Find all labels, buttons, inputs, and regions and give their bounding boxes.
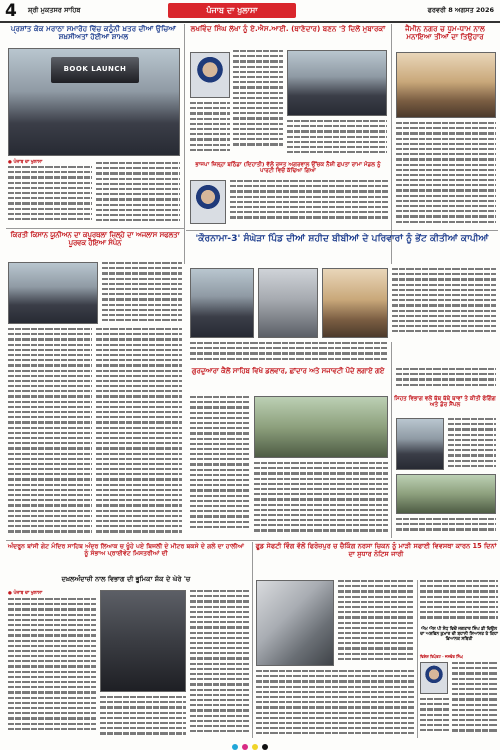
article-body-2c: [190, 102, 230, 158]
article-body-10b: [256, 670, 414, 738]
article-body-11c: [420, 698, 450, 738]
byline-9: ● ਪੰਜਾਬ ਦਾ ਖੁਲਾਸਾ: [8, 591, 43, 596]
photo-fogging-1: [396, 418, 444, 470]
article-body-9b: [100, 696, 186, 738]
article-body-10a: [338, 580, 414, 666]
book-launch-sign-text: BOOK LAUNCH: [63, 65, 127, 73]
headline-meter-boxes: ਅੰਦਰੂਨ ਬਾਂਸੀ ਗੇਟ ਮੰਦਿਰ ਸਾਹਿਬ ਅੰਦਰ ਲਿਆਕ ਚ ਖੂੰਹੇ ਪਏ ਬਿਜਲੀ ਦੇ ਮੀਟਰ ਬਕਸੇ ਦੇ ਗਲੇ ਦਾ ਹਾਲੀਆਂ ਨੂੰ ਸੰਭਾਅ ਪ੍ਰਾਈਵੇਟ ਮਿਸਤਰੀਆਂ ਦੀ: [7, 543, 245, 558]
article-body-4c: [96, 328, 182, 536]
color-dot-yellow: [252, 744, 258, 750]
photo-kisan-union: [8, 262, 98, 324]
photo-meter-wires: [100, 590, 186, 692]
headline-asi-lakha: ਲਖਵਿੰਦ ਸਿੰਘ ਲੱਖਾ ਨੂੰ ਏ.ਐਸ.ਆਈ. (ਥਾਣੇਦਾਰ) ਬਣਨ 'ਤੇ ਦਿਲੋਂ ਮੁਬਾਰਕਾਂ: [190, 24, 386, 33]
photo-bjp-leader: [190, 180, 226, 224]
article-body-6b: [190, 342, 388, 364]
headline-bjp-bathinda: ਭਾਜਪਾ ਜ਼ਿਲ੍ਹਾ ਬਠਿੰਡਾ (ਦਿਹਾਤੀ) ਵੱਲੋਂ ਰਜਤ ਅਗਰਵਾਲ ਉੱਚਕ ਨੈਸ਼ੀ ਗੁਪਤਾ ਰਾਮਾ ਮੰਡਲ ਨੂੰ ਪਾਰਟੀ ਵਿਚੋਂ ਕੱਢਿਆ ਗਿਆ: [195, 162, 381, 175]
divider-row-3: [6, 540, 498, 541]
divider-row-1: [6, 228, 184, 229]
divider-col-1: [184, 24, 185, 264]
photo-gurdwara-plants: [254, 396, 388, 458]
article-body-11a: [420, 580, 498, 624]
article-body-7b: [254, 462, 388, 536]
article-body-7a: [190, 396, 250, 536]
subheadline-meter-boxes: ਦਖ਼ਲਅੰਦਾਜ਼ੀ ਨਾਲ ਵਿਭਾਗ ਦੀ ਭੂਮਿਕਾ ਸ਼ੱਕ ਦੇ ਘੇਰੇ 'ਚ: [61, 575, 191, 583]
article-body-8b: [448, 418, 496, 470]
article-body-3: [396, 122, 496, 226]
headline-gurdwara-plants: ਗੁਰਦੁਆਰਾ ਕੈਲੋਂ ਸਾਹਿਬ ਵਿਖੇ ਡਲਵਾਰ, ਛਾਂਦਾਰ ਅਤੇ ਸਜਾਵਟੀ ਪੌਦੇ ਲਗਾਏ ਗਏ: [191, 367, 385, 375]
photo-food-safety: [256, 580, 334, 666]
divider-col-3: [391, 342, 392, 538]
color-dot-magenta: [242, 744, 248, 750]
divider-row-2: [186, 230, 498, 231]
article-body-2a: [233, 50, 283, 150]
article-body-9c: [190, 590, 250, 738]
photo-kaurnama-3: [322, 268, 388, 338]
photo-fogging-2: [396, 474, 496, 514]
byline-1: ● ਪੰਜਾਬ ਦਾ ਖੁਲਾਸਾ: [8, 160, 43, 165]
photo-kaurnama-1: [190, 268, 254, 338]
headline-food-safety: ਫੂਡ ਸੇਫਟੀ ਵਿੰਗ ਵੱਲੋਂ ਫਿਰੋਜ਼ਪੁਰ ਚ ਚੈਕਿੰਗ ਨਰਸਾ ਚਿਕਨ ਨੂੰ ਮਾੜੀ ਸਫਾਈ ਵਿਵਸਥਾ ਕਾਰਨ 15 ਦਿਨਾਂ ਦਾ ਸੁਧਾਰ ਨੋਟਿਸ ਜਾਰੀ: [255, 542, 497, 558]
article-body-5: [230, 180, 388, 226]
headline-fogging: ਸਿਹਤ ਵਿਭਾਗ ਵਲੋਂ ਥੱਥ ਥੱਥੇ ਥਾਵਾਂ ਤੇ ਕੀਤੀ ਫੋਗਿੰਗ ਅਤੇ ਡੋਰ ਸੈਂਪਲ: [394, 396, 496, 409]
page-number: 4: [5, 1, 17, 21]
printer-color-strip: [0, 740, 500, 750]
photo-asi-ceremony: [287, 50, 387, 116]
color-dot-black: [262, 744, 268, 750]
photo-book-launch: [8, 48, 180, 156]
article-body-8c: [396, 518, 496, 536]
color-dot-cyan: [232, 744, 238, 750]
article-body-9a: [8, 598, 96, 738]
article-body-4b: [8, 328, 92, 536]
photo-teeyan-festival: [396, 52, 496, 118]
book-launch-sign: [51, 57, 139, 83]
article-body-8a: [396, 368, 496, 392]
headline-kisan-union: ਕਿਰਤੀ ਕਿਸਾਨ ਯੂਨੀਅਨ ਦਾ ਕਪੂਰਥਲਾ ਜ਼ਿਲ੍ਹੇ ਦਾ ਅਜਲਾਸ ਸਫਲਤਾ ਪੂਰਵਕ ਹੋਇਆ ਸੰਪੰਨ: [10, 231, 180, 247]
divider-col-4: [252, 542, 253, 738]
article-body-1: [8, 166, 92, 224]
section-banner: ਪੰਜਾਬ ਦਾ ਖੁਲਾਸਾ: [168, 3, 296, 18]
headline-msp: ਐਮ ਐਸ ਪੀ ਸੋਧ ਵਿਚੋਂ ਜਗਤਾਰ ਸਿੰਘ ਡੀ ਦਿਉਲ ਦਾ ਅਸ਼ਵਿਨ ਕੁਮਾਰ ਦੀ ਬਹਾਨੀ ਸਿਆਸਤ ਤੇ ਕਿਹਾ ਭਿਆਨਕ ਸਥਿਤੀ: [420, 627, 498, 642]
article-body-2b: [287, 120, 387, 160]
article-body-1b: [96, 162, 180, 224]
divider-col-5: [417, 580, 418, 738]
paper-name: ਸ਼੍ਰੀ ਮੁਕਤਸਰ ਸਾਹਿਬ: [28, 6, 81, 14]
headline-book-launch: ਪ੍ਰਸ਼ਾਂਤ ਕੇਕ ਮਰਾਠਾ ਸਮਾਰੋਹ ਵਿੱਚ ਕਨੂੰਨੀ ਖ਼ਤਰ ਦੀਆਂ ਉਚਿਆਂ ਸ਼ਖ਼ਸੀਅਤਾਂ ਹੋਈਆਂ ਸ਼ਾਮਲ: [10, 24, 177, 42]
masthead: [0, 0, 500, 22]
masthead-rule: [0, 21, 500, 23]
headline-teeyan: ਜੈਮੀਨ ਨਗਰ ਚ ਧੂਮ-ਧਾਮ ਨਾਲ ਮਨਾਇਆ ਤੀਆਂ ਦਾ ਤਿਉਹਾਰ: [405, 24, 485, 42]
issue-date: ਫਰਵਰੀ 8 ਅਗਸਤ 2026: [427, 6, 494, 14]
byline-11: ਵਿਸ਼ੇਸ਼ ਰਿਪੋਰਟ - ਜਸਵੰਤ ਸਿੰਘ: [420, 654, 463, 659]
photo-kaurnama-2: [258, 268, 318, 338]
divider-col-2: [391, 24, 392, 264]
photo-msp-portrait: [420, 662, 448, 694]
article-body-4a: [102, 262, 182, 324]
article-body-11b: [452, 662, 498, 738]
photo-lakhwinder: [190, 52, 230, 98]
headline-kaurnama: 'ਕੌਰਨਾਮਾ-3' ਸੰਘੇੜਾ ਪਿੰਡ ਦੀਆਂ ਸ਼ਹੀਦ ਬੀਬੀਆਂ ਦੇ ਪਰਿਵਾਰਾਂ ਨੂੰ ਭੇਂਟ ਕੀਤੀਆਂ ਕਾਪੀਆਂ: [195, 233, 489, 244]
article-body-6: [392, 268, 496, 338]
